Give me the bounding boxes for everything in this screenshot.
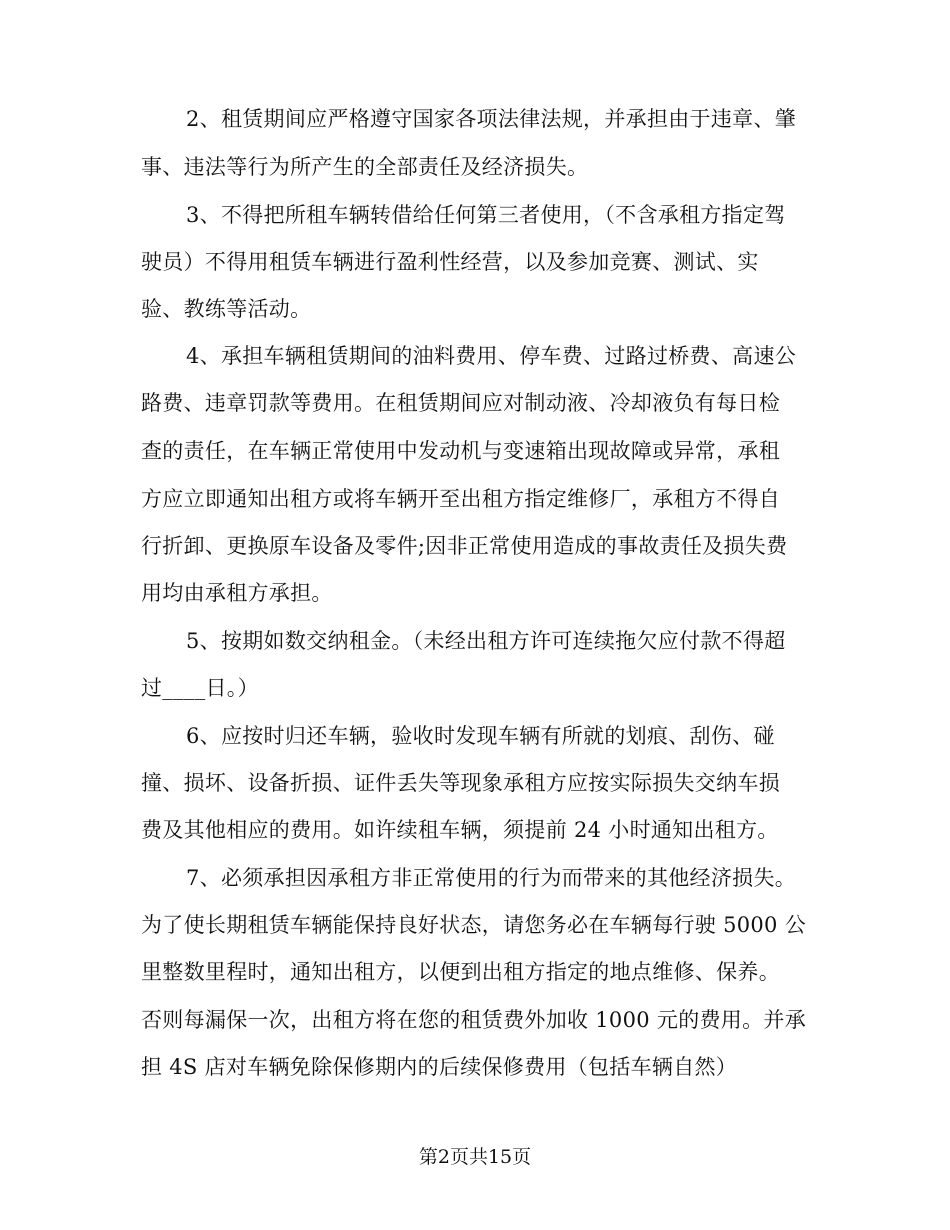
text-line: 7、必须承担因承租方非正常使用的行为而带来的其他经济损失。: [186, 866, 797, 890]
text-line: 费及其他相应的费用。如许续租车辆，须提前 24 小时通知出租方。: [141, 818, 779, 842]
text-line: 过____日。）: [141, 676, 259, 700]
text-line: 路费、违章罚款等费用。在租赁期间应对制动液、冷却液负有每日检: [141, 391, 780, 415]
text-line: 方应立即通知出租方或将车辆开至出租方指定维修厂，承租方不得自: [141, 487, 780, 511]
text-line: 3、不得把所租车辆转借给任何第三者使用，（不含承租方指定驾: [186, 203, 786, 227]
text-line: 查的责任，在车辆正常使用中发动机与变速箱出现故障或异常，承租: [141, 439, 780, 463]
text-line: 5、按期如数交纳租金。（未经出租方许可连续拖欠应付款不得超: [186, 629, 786, 653]
page-number-footer: 第2页共15页: [418, 1146, 532, 1168]
text-line: 行折卸、更换原车设备及零件;因非正常使用造成的事故责任及损失费: [141, 534, 788, 558]
text-line: 用均由承租方承担。: [141, 581, 333, 605]
text-line: 担 4S 店对车辆免除保修期内的后续保修费用（包括车辆自然）: [141, 1055, 738, 1079]
text-line: 为了使长期租赁车辆能保持良好状态，请您务必在车辆每行驶 5000 公: [141, 913, 806, 937]
text-line: 撞、损坏、设备折损、证件丢失等现象承租方应按实际损失交纳车损: [141, 771, 780, 795]
text-line: 4、承担车辆租赁期间的油料费用、停车费、过路过桥费、高速公: [186, 344, 797, 368]
text-line: 否则每漏保一次，出租方将在您的租赁费外加收 1000 元的费用。并承: [141, 1008, 806, 1032]
text-line: 里整数里程时，通知出租方，以便到出租方指定的地点维修、保养。: [141, 960, 780, 984]
text-line: 验、教练等活动。: [141, 297, 312, 321]
text-line: 驶员）不得用租赁车辆进行盈利性经营，以及参加竞赛、测试、实: [141, 250, 759, 274]
text-line: 2、租赁期间应严格遵守国家各项法律法规，并承担由于违章、肇: [186, 107, 797, 131]
text-line: 事、违法等行为所产生的全部责任及经济损失。: [141, 155, 589, 179]
text-line: 6、应按时归还车辆，验收时发现车辆有所就的划痕、刮伤、碰: [186, 724, 775, 748]
